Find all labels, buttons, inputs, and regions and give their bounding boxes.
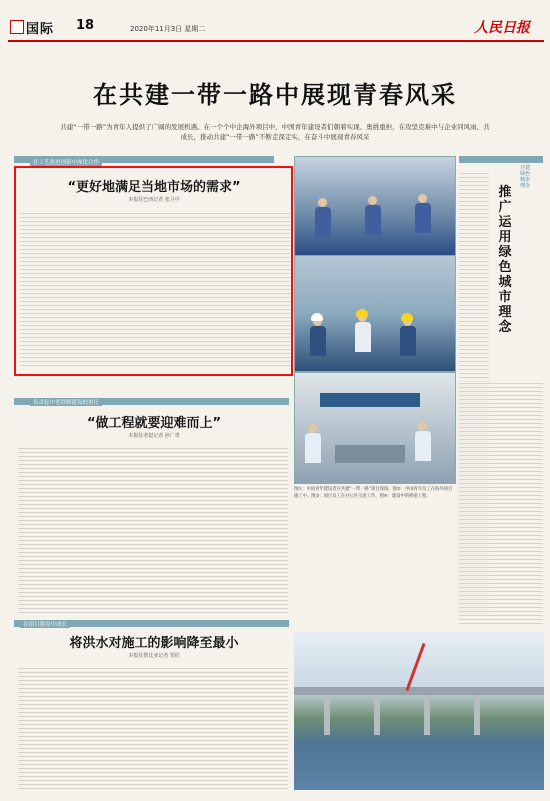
issue-date: 2020年11月3日 星期二	[130, 25, 206, 33]
article2-byline: 本报驻老挝记者 孙广勇	[128, 433, 180, 439]
article3-kicker: 在项目建设中成长	[20, 620, 70, 628]
article1-byline: 本报驻巴西记者 张卫中	[128, 197, 180, 203]
photo-office-meeting	[294, 372, 456, 484]
section-marker	[10, 20, 24, 34]
masthead-logo: 人民日报	[474, 20, 530, 36]
main-headline: 在共建一带一路中展现青春风采	[93, 81, 457, 109]
photo-bridge	[294, 632, 544, 790]
article3-byline: 本报驻赞比亚记者 邹松	[128, 653, 180, 659]
right-kicker: 共建绿色城市理念	[520, 165, 531, 189]
article2-title: “做工程就要迎难而上”	[86, 416, 222, 431]
article3-body	[18, 665, 288, 790]
article1-title: “更好地满足当地市场的需求”	[67, 180, 241, 195]
section-name: 国际	[26, 22, 55, 37]
right-kicker-bar	[459, 156, 543, 163]
article3-title: 将洪水对施工的影响降至最小	[69, 636, 239, 651]
deck-text: 共建“一带一路”为青年人提供了广阔的发展机遇。在一个个中企海外项目中，中国青年建设者们朝着实现、勇挑重担，在攻坚克难中与企业同风雨、共成长，推动共建“一带一路”不断走深走实，在奋斗中展现青春风采	[60, 123, 490, 141]
page-number: 18	[76, 18, 95, 33]
article1-body	[20, 210, 290, 368]
article2-kicker: 负责起中老铁路建设的重任	[30, 398, 102, 406]
article2-body	[18, 445, 288, 615]
photo-caption: 图①：中国青年建设者在共建“一带一路”项目现场。图②：中国青年员工在海外项目施工中。图③：项目员工在办公区交流工作。图④：建设中的桥梁工程。	[294, 487, 453, 499]
article1-kicker: 在工艺改进创新中深化合作	[30, 158, 102, 166]
photo-workers-desk	[294, 156, 456, 256]
right-title: 推广运用绿色城市理念	[498, 185, 512, 335]
right-body-lower	[459, 380, 543, 625]
photo-factory-workers	[294, 255, 456, 372]
